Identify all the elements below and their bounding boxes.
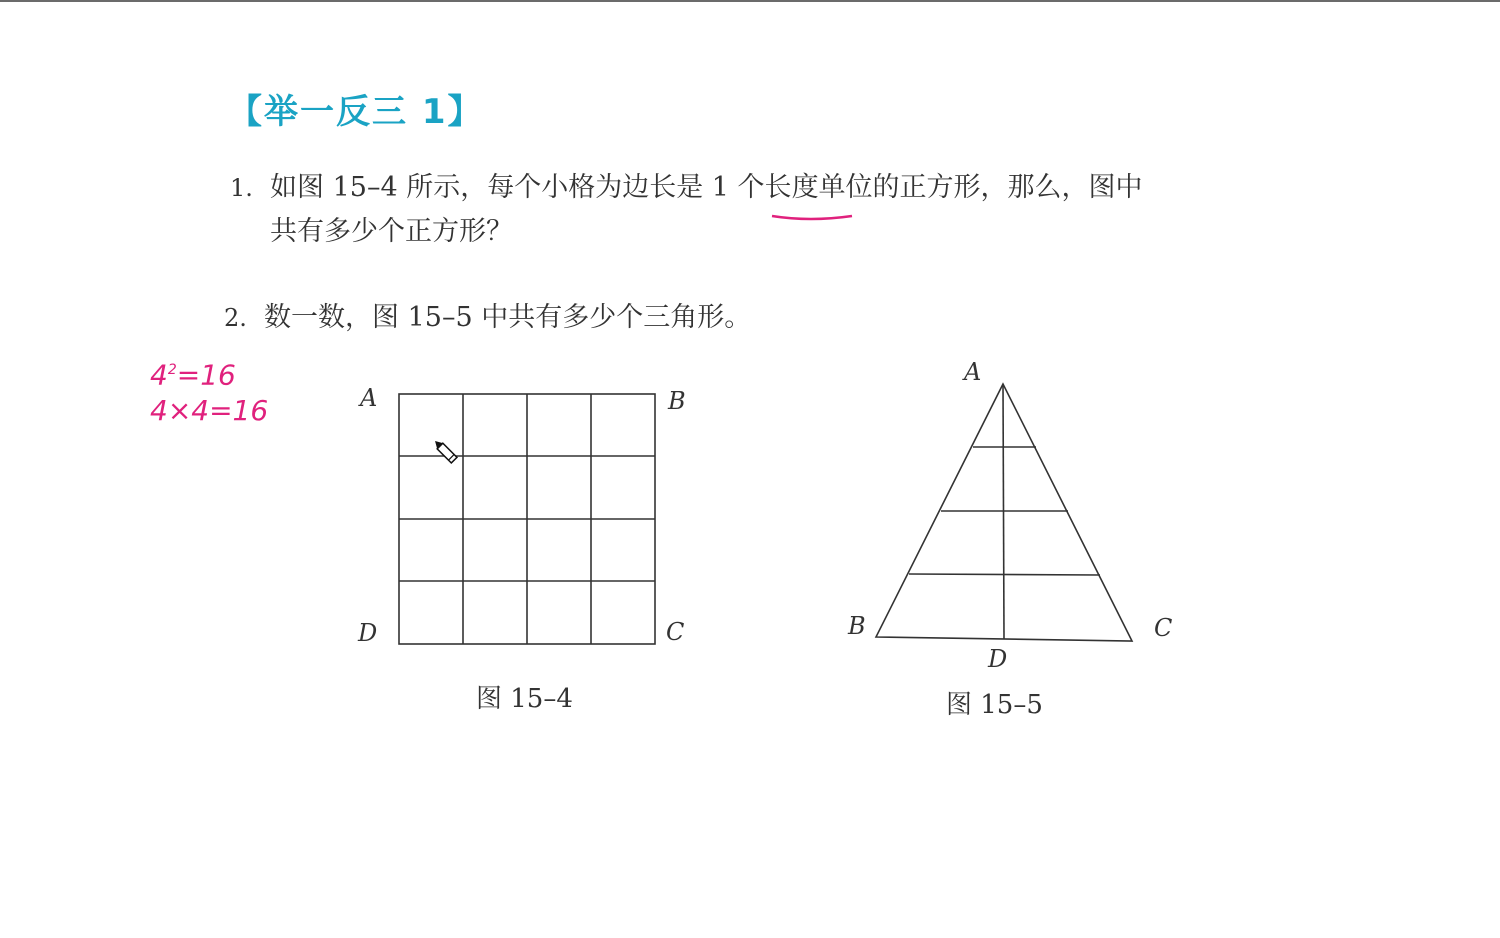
pencil-cursor-icon	[432, 438, 457, 463]
fig-15-4-label-a: A	[360, 384, 378, 412]
figure-15-4-grid	[399, 394, 655, 644]
fig-15-5-label-c: C	[1154, 614, 1173, 642]
fig-15-5-label-a: A	[964, 358, 982, 386]
figure-15-4-caption: 图 15–4	[476, 684, 573, 714]
handwritten-underline	[772, 216, 852, 219]
handwritten-line-2: 4×4=16	[150, 394, 269, 428]
fig-15-4-label-c: C	[666, 618, 685, 646]
question-1-text-a: 如图 15–4 所示，每个小格为边长是	[270, 172, 712, 203]
fig-15-5-label-b: B	[848, 612, 866, 640]
fig-15-5-label-d: D	[988, 645, 1008, 673]
triangle-crossline-3	[909, 574, 1100, 575]
fig-15-4-label-d: D	[358, 619, 378, 647]
question-1-underlined-text: 1 个长	[711, 172, 792, 203]
question-1-line-2: 共有多少个正方形？	[270, 216, 513, 247]
question-1-text-b: 度单位的正方形，那么，图中	[791, 172, 1143, 203]
question-2-text: 数一数，图 15–5 中共有多少个三角形。	[264, 302, 752, 333]
figure-15-5-caption: 图 15–5	[946, 690, 1043, 720]
section-title: 【举一反三 1】	[228, 92, 484, 132]
figure-15-5-triangle	[876, 384, 1132, 641]
question-1-number: 1.	[230, 174, 253, 202]
handwritten-line-1: $4^2=16$	[150, 358, 236, 392]
fig-15-4-label-b: B	[668, 387, 686, 415]
question-2-number: 2.	[224, 304, 247, 332]
